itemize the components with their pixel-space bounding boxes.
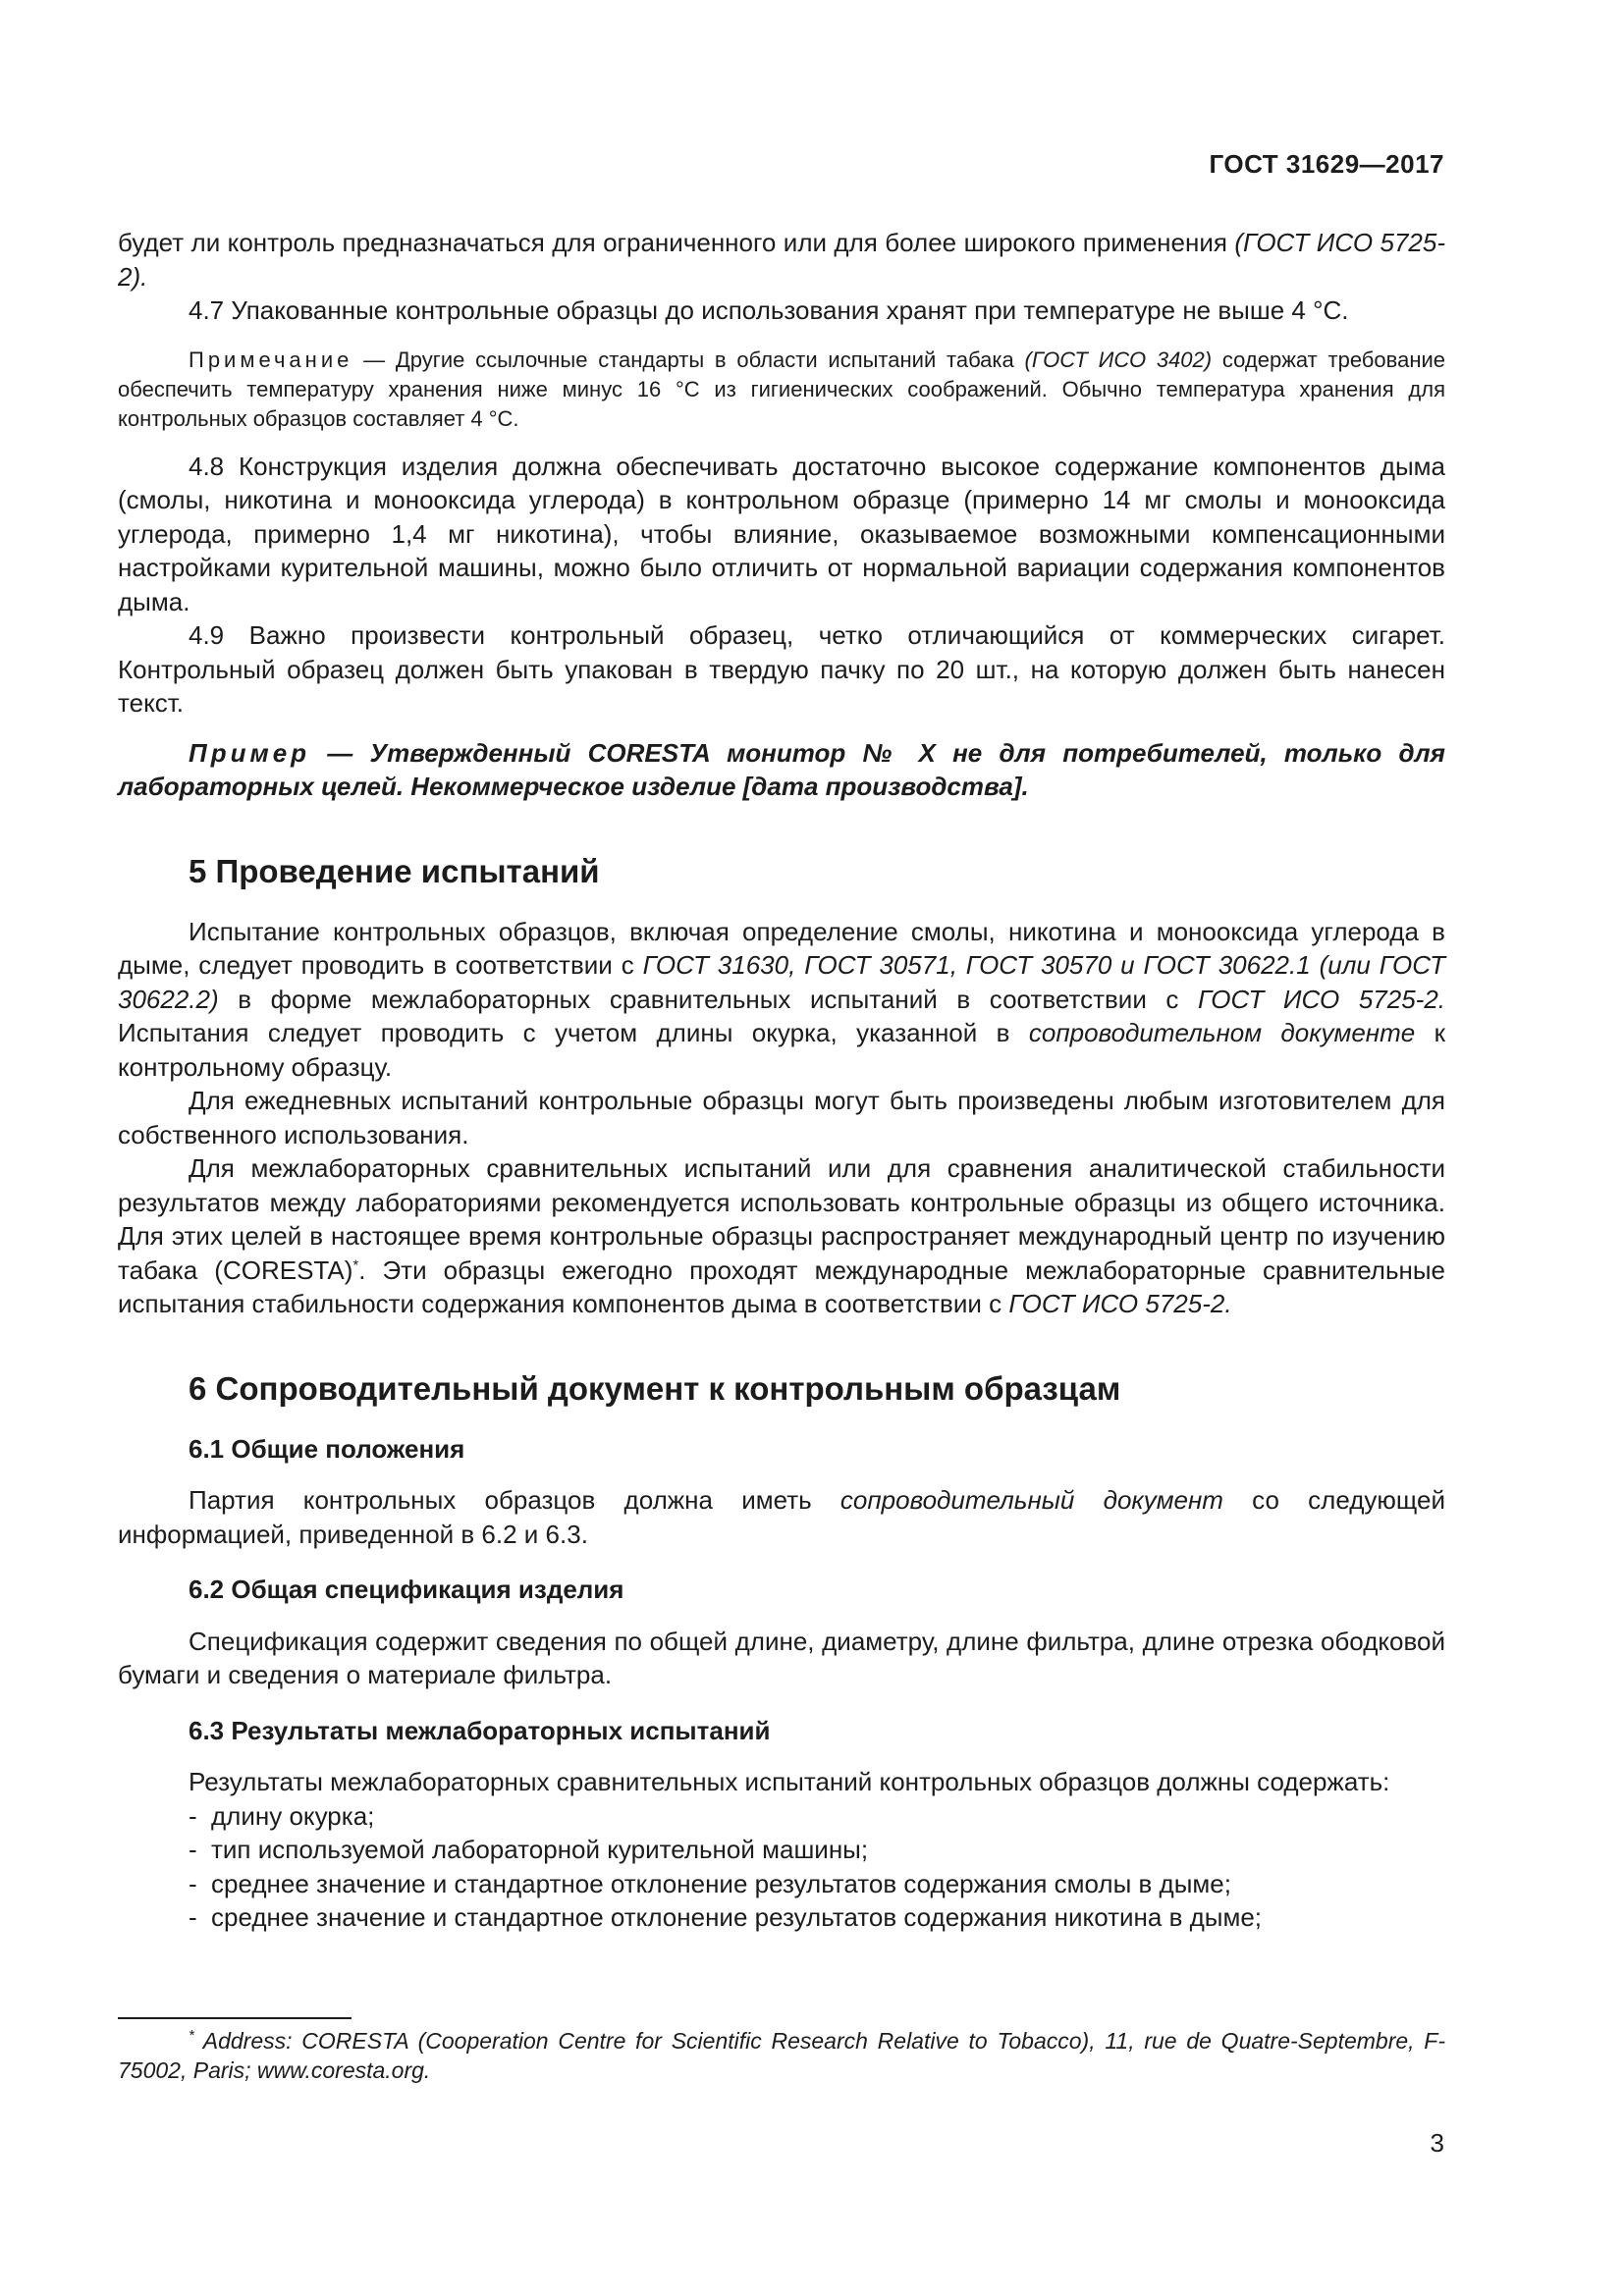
defined-term: сопроводительный документ	[839, 1485, 1223, 1515]
continued-paragraph: будет ли контроль предназначаться для ограниченного или для более широкого применения (ГОСТ ИСО 5725-2).	[118, 228, 1445, 292]
subsection-6-3-heading: 6.3 Результаты межлабораторных испытаний	[189, 1715, 771, 1745]
footnote-divider	[118, 2017, 352, 2019]
list-item: - среднее значение и стандартное отклонение результатов содержания смолы в дыме;	[118, 1867, 1445, 1901]
defined-term: сопроводительном документе	[1028, 1018, 1416, 1047]
section-5-heading: 5 Проведение испытаний	[189, 852, 600, 889]
subsection-6-3-text: Результаты межлабораторных сравнительных испытаний контрольных образцов должны содержать:	[189, 1767, 1390, 1796]
results-list	[118, 1799, 1445, 1935]
list-item: - среднее значение и стандартное отклонение результатов содержания никотина в дыме;	[118, 1900, 1445, 1935]
subsection-6-2-heading: 6.2 Общая спецификация изделия	[189, 1575, 624, 1604]
note-block: Примечание — Другие ссылочные стандарты в области испытаний табака (ГОСТ ИСО 3402) содержат требование обеспечить температуру хранения ниже минус 16 °C из гигиенических соображений. Обычно температура хранения для контрольных образцов составляет 4 °C.	[118, 347, 1445, 431]
clause-4-8: 4.8 Конструкция изделия должна обеспечивать достаточно высокое содержание компонентов дыма (смолы, никотина и монооксида углерода) в контрольном образце (примерно 14 мг смолы и монооксида углерода, примерно 1,4 мг никотина), чтобы влияние, оказываемое возможными компенсационными настройками курительной машины, можно было отличить от нормальной вариации содержания компонентов дыма.	[118, 451, 1445, 616]
footnote-mark: *	[189, 2027, 194, 2045]
page-number: 3	[1430, 2128, 1444, 2158]
clause-4-9: 4.9 Важно произвести контрольный образец, четко отличающийся от коммерческих сигарет. Контрольный образец должен быть упакован в твердую пачку по 20 шт., на которую должен быть нанесен текст.	[118, 620, 1445, 718]
standard-reference: ГОСТ ИСО 5725-2.	[1008, 1289, 1232, 1318]
section-5-paragraph-1: Испытание контрольных образцов, включая определение смолы, никотина и монооксида углерода в дыме, следует проводить в соответствии с ГОСТ 31630, ГОСТ 30571, ГОСТ 30570 и ГОСТ 30622.1 (или ГОСТ 30622.2) в форме межлабораторных сравнительных испытаний в соответствии с ГОСТ ИСО 5725-2. Испытания следует проводить с учетом длины окурка, указанной в сопроводительном документе к контрольному образцу.	[118, 916, 1446, 1082]
standard-reference: (ГОСТ ИСО 3402)	[1024, 347, 1213, 372]
example-label: Пример	[189, 737, 311, 768]
subsection-6-1-text: Партия контрольных образцов должна иметь сопроводительный документ со следующей информацией, приведенной в 6.2 и 6.3.	[118, 1485, 1445, 1549]
standard-reference: ГОСТ 31630, ГОСТ 30571, ГОСТ 30570 и ГОСТ 30622.1 (или ГОСТ 30622.2)	[118, 950, 1445, 1014]
section-5-paragraph-3: Для межлабораторных сравнительных испытаний или для сравнения аналитической стабильности результатов между лабораториями рекомендуется использовать контрольные образцы из общего источника. Для этих целей в настоящее время контрольные образцы распространяет международный центр по изучению табака (CORESTA)*. Эти образцы ежегодно проходят международные межлабораторные сравнительные испытания стабильности содержания компонентов дыма в соответствии с ГОСТ ИСО 5725-2.	[118, 1153, 1446, 1318]
note-label: Примечание	[189, 347, 353, 372]
document-code-header: ГОСТ 31629—2017	[1209, 149, 1444, 179]
list-item: - тип используемой лабораторной курительной машины;	[118, 1833, 1445, 1867]
section-6-heading: 6 Сопроводительный документ к контрольным образцам	[189, 1369, 1121, 1407]
clause-4-7: 4.7 Упакованные контрольные образцы до использования хранят при температуре не выше 4 °C.	[189, 295, 1349, 325]
footnote-text: Address: CORESTA (Cooperation Centre for Scientific Research Relative to Tobacco), 11, rue de Quatre-Septembre, F-75002, Paris; www.coresta.org.	[118, 2028, 1445, 2083]
footnote-marker: *	[352, 1255, 359, 1273]
section-5-paragraph-2: Для ежедневных испытаний контрольные образцы могут быть произведены любым изготовителем для собственного использования.	[118, 1086, 1445, 1149]
example-block: Пример — Утвержденный CORESTA монитор № X не для потребителей, только для лабораторных целей. Некоммерческое изделие [дата производства].	[118, 737, 1445, 801]
page-body	[118, 226, 1445, 1935]
subsection-6-1-heading: 6.1 Общие положения	[189, 1433, 465, 1464]
footnote	[118, 2026, 1445, 2085]
subsection-6-2-text: Спецификация содержит сведения по общей длине, диаметру, длине фильтра, длине отрезка ободковой бумаги и сведения о материале фильтра.	[118, 1626, 1445, 1689]
standard-reference: (ГОСТ ИСО 5725-2).	[118, 228, 1445, 292]
list-item: - длину окурка;	[118, 1799, 1445, 1834]
standard-reference: ГОСТ ИСО 5725-2.	[1198, 984, 1446, 1014]
